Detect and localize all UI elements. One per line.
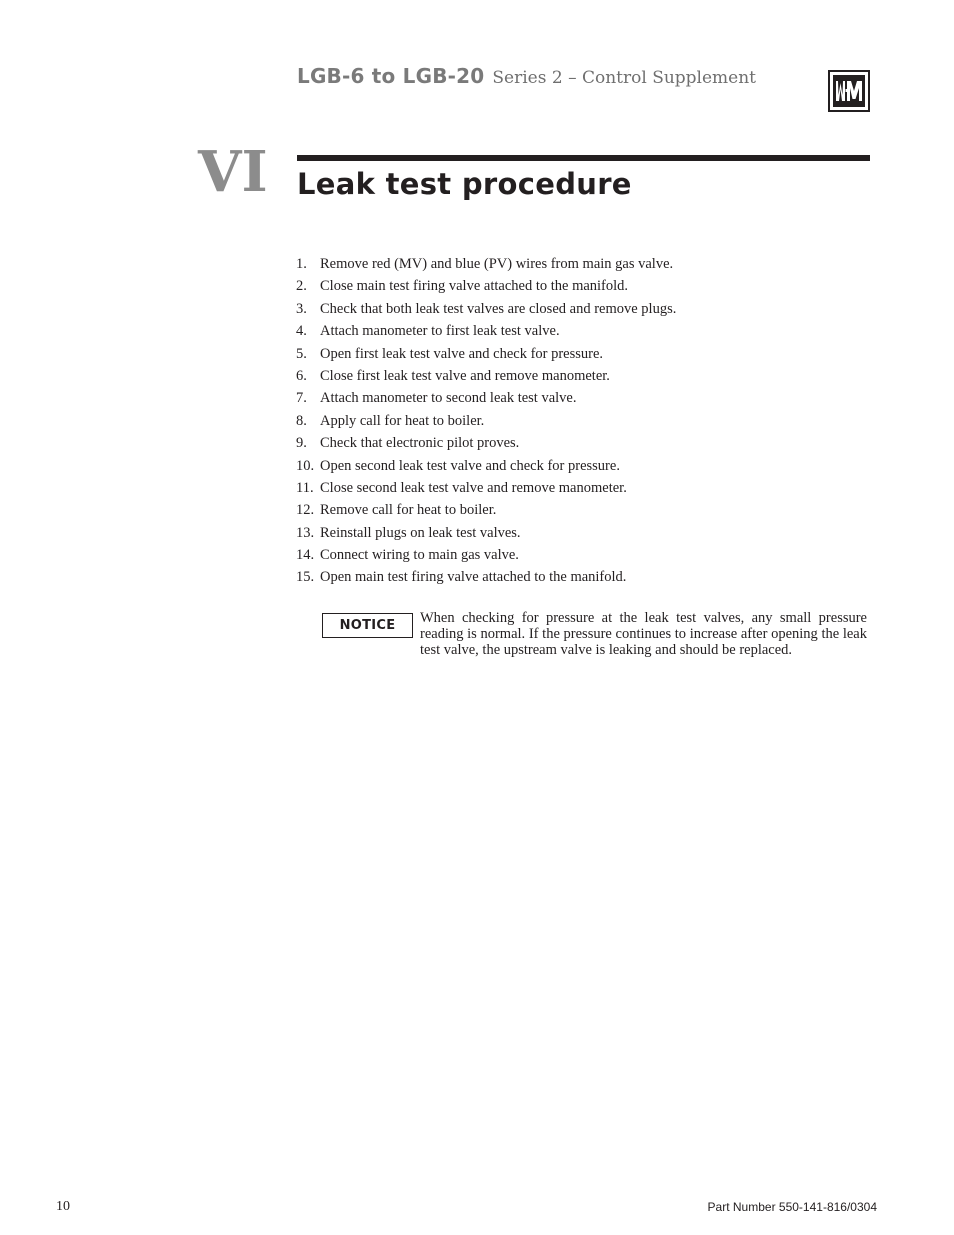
step-number: 4. xyxy=(296,323,307,340)
step-number: 11. xyxy=(296,479,314,496)
list-item xyxy=(296,544,856,566)
step-text: Remove red (MV) and blue (PV) wires from main gas valve. xyxy=(320,256,674,272)
step-number: 6. xyxy=(296,367,307,384)
step-number: 15. xyxy=(296,569,315,586)
step-text: Remove call for heat to boiler. xyxy=(320,502,497,519)
list-item xyxy=(296,432,856,454)
series-subtitle: Series 2 – Control Supplement xyxy=(492,68,757,88)
step-number: 9. xyxy=(296,435,307,452)
notice-badge: NOTICE xyxy=(322,613,413,638)
section-numeral: VI xyxy=(198,139,268,205)
list-item xyxy=(296,477,856,499)
step-number: 3. xyxy=(296,300,307,317)
list-item xyxy=(296,566,856,588)
step-number: 10. xyxy=(296,457,315,474)
list-item xyxy=(296,455,856,477)
step-text: Attach manometer to first leak test valve. xyxy=(320,323,560,340)
notice-text: When checking for pressure at the leak test valves, any small pressure reading is normal. If the pressure continues to increase after opening the leak test valve, the upstream valve is leaking and should be replaced. xyxy=(420,610,867,658)
list-item xyxy=(296,410,856,432)
step-number: 2. xyxy=(296,278,307,295)
part-number: Part Number 550-141-816/0304 xyxy=(707,1200,877,1214)
step-text: Open main test firing valve attached to the manifold. xyxy=(320,569,627,586)
step-text: Open first leak test valve and check for pressure. xyxy=(320,345,604,362)
list-item xyxy=(296,298,856,320)
model-range: LGB-6 to LGB-20 xyxy=(297,64,485,88)
document-header xyxy=(297,64,756,88)
step-number: 5. xyxy=(296,345,307,362)
step-number: 7. xyxy=(296,390,307,407)
list-item xyxy=(296,253,856,275)
list-item xyxy=(296,522,856,544)
step-text: Close main test firing valve attached to the manifold. xyxy=(320,278,629,295)
step-text: Check that both leak test valves are closed and remove plugs. xyxy=(320,300,677,317)
step-text: Apply call for heat to boiler. xyxy=(320,412,485,429)
step-text: Reinstall plugs on leak test valves. xyxy=(320,524,521,541)
step-text: Check that electronic pilot proves. xyxy=(320,435,520,452)
section-divider xyxy=(297,155,870,161)
step-text: Open second leak test valve and check for pressure. xyxy=(320,457,620,474)
step-text: Attach manometer to second leak test valve. xyxy=(320,390,577,407)
step-number: 14. xyxy=(296,547,315,564)
list-item xyxy=(296,387,856,409)
page-number: 10 xyxy=(56,1199,70,1214)
procedure-steps-list xyxy=(296,253,856,589)
step-text: Close first leak test valve and remove manometer. xyxy=(320,367,610,384)
step-number: 13. xyxy=(296,524,315,541)
weil-mclain-logo-icon xyxy=(828,70,870,112)
step-text: Connect wiring to main gas valve. xyxy=(320,547,519,564)
list-item xyxy=(296,365,856,387)
step-number: 8. xyxy=(296,412,307,429)
list-item xyxy=(296,275,856,297)
list-item xyxy=(296,499,856,521)
list-item xyxy=(296,320,856,342)
list-item xyxy=(296,343,856,365)
section-title: Leak test procedure xyxy=(297,167,632,201)
step-number: 12. xyxy=(296,502,315,519)
step-number: 1. xyxy=(296,256,307,272)
step-text: Close second leak test valve and remove manometer. xyxy=(320,479,627,496)
